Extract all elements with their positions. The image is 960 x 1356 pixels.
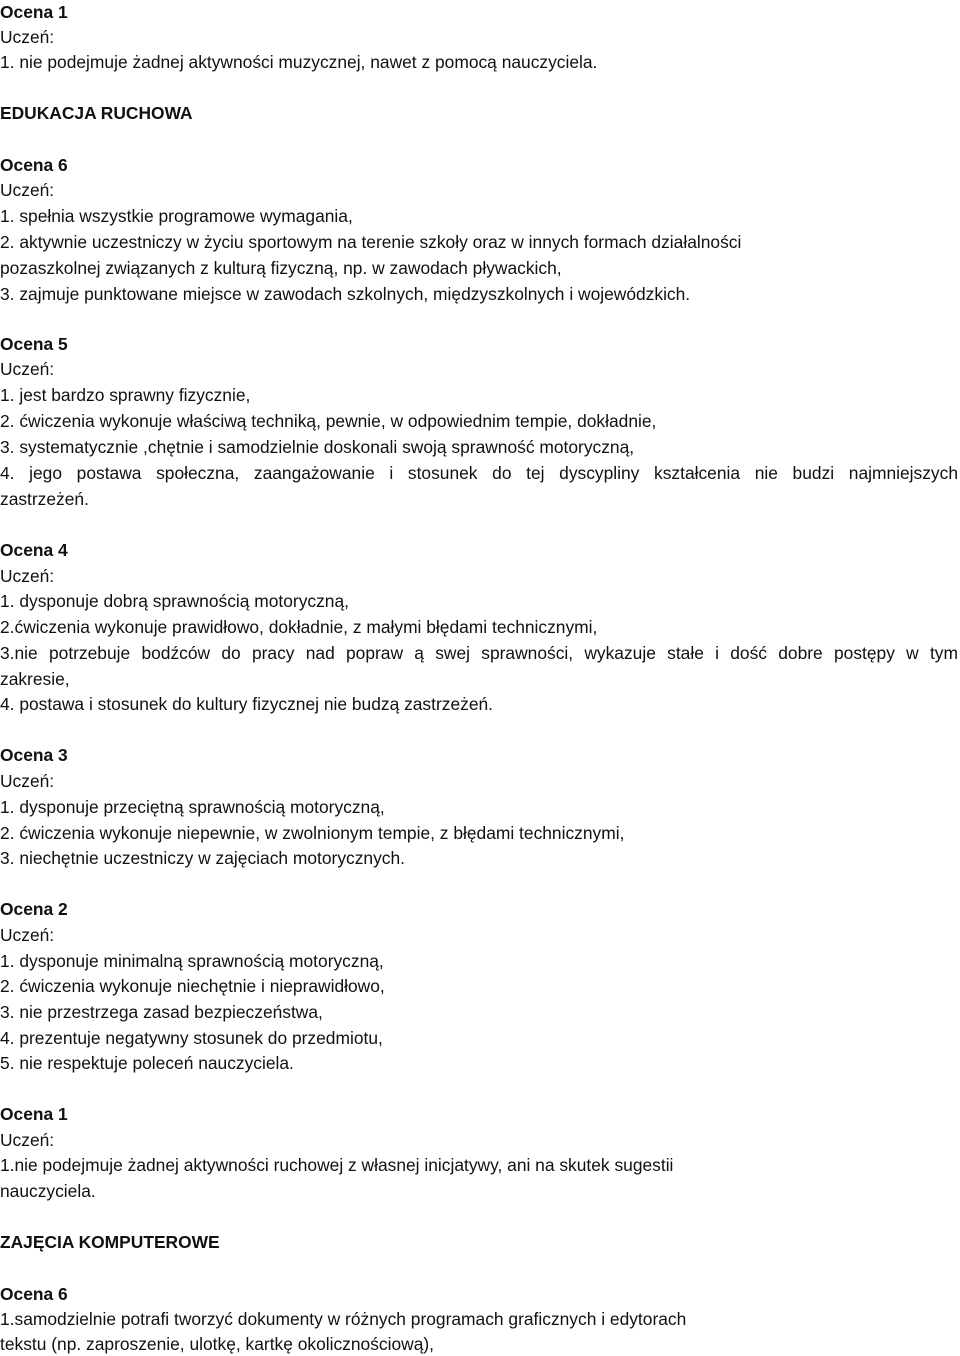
- list-item-continuation: zastrzeżeń.: [0, 489, 89, 509]
- list-item: 1. dysponuje dobrą sprawnością motoryczną,: [0, 591, 349, 611]
- list-item: 1. dysponuje minimalną sprawnością motoryczną,: [0, 951, 384, 971]
- student-label: Uczeń:: [0, 925, 55, 945]
- list-item: 2.ćwiczenia wykonuje prawidłowo, dokładnie, z małymi błędami technicznymi,: [0, 617, 598, 637]
- list-item: pozaszkolnej związanych z kulturą fizyczną, np. w zawodach pływackich,: [0, 258, 562, 278]
- grade-heading: Ocena 4: [0, 540, 68, 560]
- list-item: 2. ćwiczenia wykonuje niechętnie i nieprawidłowo,: [0, 976, 385, 996]
- list-item: 1. dysponuje przeciętną sprawnością motoryczną,: [0, 797, 385, 817]
- list-item: 3.nie potrzebuje bodźców do pracy nad popraw ą swej sprawności, wykazuje stałe i dość dobre postępy w tym: [0, 643, 958, 663]
- list-item: 4. jego postawa społeczna, zaangażowanie i stosunek do tej dyscypliny kształcenia nie budzi najmniejszych: [0, 463, 958, 483]
- list-item: 1.nie podejmuje żadnej aktywności ruchowej z własnej inicjatywy, ani na skutek sugestii: [0, 1155, 674, 1175]
- grade-heading: Ocena 6: [0, 1284, 68, 1304]
- grade-heading: Ocena 3: [0, 745, 68, 765]
- list-item: 1. jest bardzo sprawny fizycznie,: [0, 385, 251, 405]
- student-label: Uczeń:: [0, 27, 55, 47]
- list-item: 3. systematycznie ,chętnie i samodzielnie doskonali swoją sprawność motoryczną,: [0, 437, 635, 457]
- grade-heading: Ocena 1: [0, 1104, 68, 1124]
- list-item: 2. ćwiczenia wykonuje niepewnie, w zwolnionym tempie, z błędami technicznymi,: [0, 823, 625, 843]
- grade-heading: Ocena 5: [0, 334, 68, 354]
- list-item: 4. prezentuje negatywny stosunek do przedmiotu,: [0, 1028, 383, 1048]
- student-label: Uczeń:: [0, 771, 55, 791]
- list-item: 1. nie podejmuje żadnej aktywności muzycznej, nawet z pomocą nauczyciela.: [0, 52, 598, 72]
- list-item-continuation: tekstu (np. zaproszenie, ulotkę, kartkę okolicznościową),: [0, 1334, 435, 1354]
- student-label: Uczeń:: [0, 1130, 55, 1150]
- list-item: 2. aktywnie uczestniczy w życiu sportowym na terenie szkoły oraz w innych formach działalności: [0, 232, 742, 252]
- list-item: 3. zajmuje punktowane miejsce w zawodach szkolnych, międzyszkolnych i wojewódzkich.: [0, 284, 691, 304]
- grade-heading: Ocena 1: [0, 2, 68, 22]
- list-item-continuation: zakresie,: [0, 669, 70, 689]
- grade-heading: Ocena 2: [0, 899, 68, 919]
- list-item: 4. postawa i stosunek do kultury fizycznej nie budzą zastrzeżeń.: [0, 694, 493, 714]
- section-title: EDUKACJA RUCHOWA: [0, 103, 193, 123]
- student-label: Uczeń:: [0, 566, 55, 586]
- list-item-continuation: nauczyciela.: [0, 1181, 96, 1201]
- grade-heading: Ocena 6: [0, 155, 68, 175]
- list-item: 1.samodzielnie potrafi tworzyć dokumenty w różnych programach graficznych i edytorach: [0, 1309, 687, 1329]
- list-item: 2. ćwiczenia wykonuje właściwą techniką, pewnie, w odpowiednim tempie, dokładnie,: [0, 411, 657, 431]
- list-item: 1. spełnia wszystkie programowe wymagania,: [0, 206, 353, 226]
- student-label: Uczeń:: [0, 359, 55, 379]
- student-label: Uczeń:: [0, 180, 55, 200]
- list-item: 3. niechętnie uczestniczy w zajęciach motorycznych.: [0, 848, 405, 868]
- list-item: 5. nie respektuje poleceń nauczyciela.: [0, 1053, 294, 1073]
- list-item: 3. nie przestrzega zasad bezpieczeństwa,: [0, 1002, 323, 1022]
- section-title: ZAJĘCIA KOMPUTEROWE: [0, 1232, 220, 1252]
